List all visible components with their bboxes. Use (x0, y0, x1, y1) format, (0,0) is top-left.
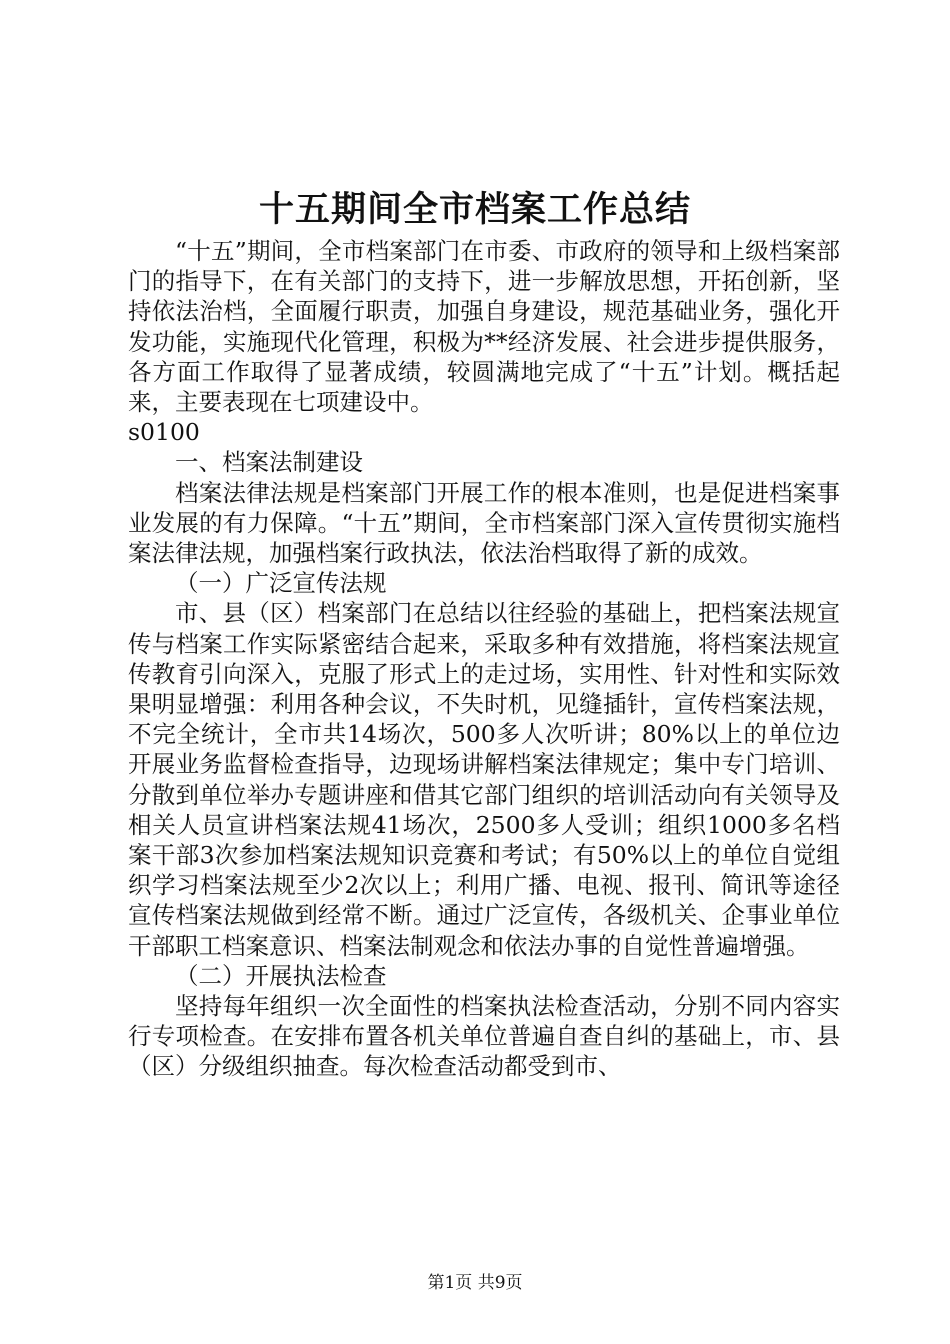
document-body (128, 236, 840, 1082)
section-1-paragraph: 档案法律法规是档案部门开展工作的根本准则，也是促进档案事业发展的有力保障。“十五”期间，全市档案部门深入宣传贯彻实施档案法律法规，加强档案行政执法，依法治档取得了新的成效。 (128, 478, 840, 568)
intro-paragraph: “十五”期间，全市档案部门在市委、市政府的领导和上级档案部门的指导下，在有关部门的支持下，进一步解放思想，开拓创新，坚持依法治档，全面履行职责，加强自身建设，规范基础业务，强化开发功能，实施现代化管理，积极为**经济发展、社会进步提供服务，各方面工作取得了显著成绩，较圆满地完成了“十五”计划。概括起来，主要表现在七项建设中。 (128, 237, 840, 417)
page-footer: 第1页 共9页 (427, 1273, 523, 1293)
section-1-heading: 一、档案法制建设 (175, 448, 363, 477)
subsection-1-heading: （一）广泛宣传法规 (175, 569, 387, 598)
subsection-2-heading: （二）开展执法检查 (175, 961, 387, 990)
subsection-1-paragraph: 市、县（区）档案部门在总结以往经验的基础上，把档案法规宣传与档案工作实际紧密结合起来，采取多种有效措施，将档案法规宣传教育引向深入，克服了形式上的走过场，实用性、针对性和实际效果明显增强：利用各种会议，不失时机，见缝插针，宣传档案法规，不完全统计，全市共14场次，500多人次听讲；80%以上的单位边开展业务监督检查指导，边现场讲解档案法律规定；集中专门培训、分散到单位举办专题讲座和借其它部门组织的培训活动向有关领导及相关人员宣讲档案法规41场次，2500多人受训；组织1000多名档案干部3次参加档案法规知识竞赛和考试；有50%以上的单位自觉组织学习档案法规至少2次以上；利用广播、电视、报刊、简讯等途径宣传档案法规做到经常不断。通过广泛宣传，各级机关、企事业单位干部职工档案意识、档案法制观念和依法办事的自觉性普遍增强。 (128, 599, 840, 960)
subsection-2-paragraph: 坚持每年组织一次全面性的档案执法检查活动，分别不同内容实行专项检查。在安排布置各机关单位普遍自查自纠的基础上，市、县（区）分级组织抽查。每次检查活动都受到市、 (128, 992, 840, 1081)
document-code: s0100 (128, 418, 200, 447)
document-title: 十五期间全市档案工作总结 (258, 189, 691, 230)
